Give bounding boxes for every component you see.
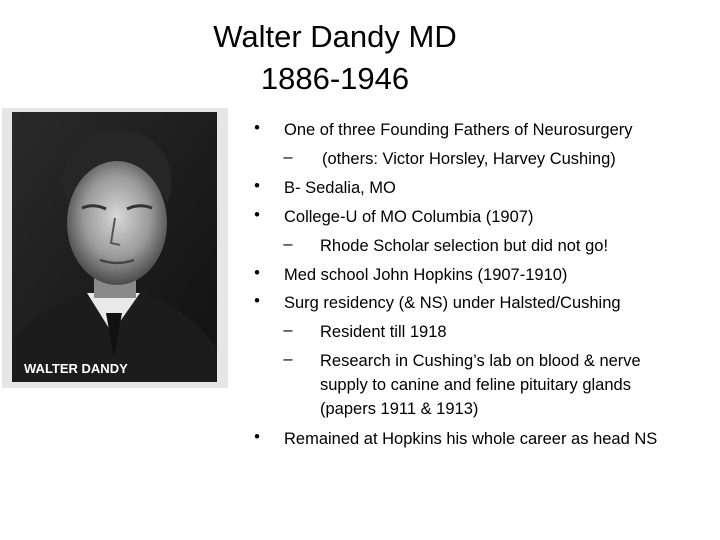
sub-bullet-marker: – bbox=[283, 148, 293, 166]
sub-bullet-marker: – bbox=[283, 235, 293, 253]
bullet-marker: • bbox=[254, 177, 260, 195]
sub-bullet-marker: – bbox=[283, 321, 293, 339]
bullet-med-school: Med school John Hopkins (1907-1910) bbox=[284, 266, 568, 284]
title-name: Walter Dandy MD bbox=[213, 19, 457, 54]
title-years: 1886-1946 bbox=[260, 61, 410, 96]
bullet-college: College-U of MO Columbia (1907) bbox=[284, 208, 534, 226]
sub-bullet-research-cont: (papers 1911 & 1913) bbox=[320, 400, 479, 418]
bullet-marker: • bbox=[254, 264, 260, 282]
bullet-birthplace: B- Sedalia, MO bbox=[284, 179, 396, 197]
sub-bullet-research-cont: supply to canine and feline pituitary glands bbox=[320, 376, 631, 394]
sub-bullet-others: (others: Victor Horsley, Harvey Cushing) bbox=[322, 150, 616, 168]
bullet-marker: • bbox=[254, 428, 260, 446]
bullet-residency: Surg residency (& NS) under Halsted/Cushing bbox=[284, 294, 621, 312]
photo-caption: WALTER DANDY bbox=[24, 361, 128, 376]
bullet-career: Remained at Hopkins his whole career as head NS bbox=[284, 430, 658, 448]
sub-bullet-resident: Resident till 1918 bbox=[320, 323, 447, 341]
bullet-marker: • bbox=[254, 292, 260, 310]
bullet-marker: • bbox=[254, 206, 260, 224]
sub-bullet-research: Research in Cushing’s lab on blood & nerve bbox=[320, 352, 641, 370]
sub-bullet-marker: – bbox=[283, 350, 293, 368]
bullet-founding-fathers: One of three Founding Fathers of Neurosurgery bbox=[284, 121, 633, 139]
sub-bullet-rhodes: Rhode Scholar selection but did not go! bbox=[320, 237, 609, 255]
bullet-marker: • bbox=[254, 119, 260, 137]
